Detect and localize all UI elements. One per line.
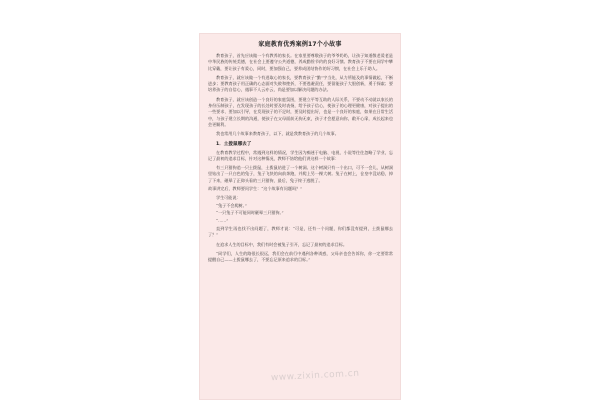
paragraph-1: 教育孩子，首先应该做一个有教养的家长。在家里要尊敬孩子的爷爷奶奶，让孩子知道敬老爱老是中华民族的传统美德，在社会上要遵守公共道德，养成勤俭节约的良好习惯。教育孩子不要在同学中攀比穿戴，要让孩子有爱心，同时，要加强自己，要养成团结协作的好习惯，在社会上乐于助人。 [208, 53, 393, 71]
story-paragraph-8: 直到学生再也找不出问题了，教师才说：“可是，还有一个问题，你们都没有提到，土拨鼠哪去了？” [208, 226, 393, 238]
story-paragraph-7: “……” [216, 218, 229, 224]
document-body [199, 53, 401, 264]
story-paragraph-4: 学生可能说： [216, 194, 241, 200]
story-paragraph-1: 在教育教学过程中，常遇到这样的情况，学生因为痴迷于电脑、电视、小说等往往忽略了学业，忘记了最初的追求目标，针对这种情况，教师不妨给他们讲这样一个故事： [208, 149, 393, 161]
watermark-text: www.zixin.com.cn [270, 368, 360, 384]
paragraph-2: 教育孩子，就应该做一个有进取心的家长，要教育孩子“勤”字当先，从力所能及的事情做起，不断进步；要教育孩子用正确的心态面对失败和挫折，不要逃避责任，要留能孩子大胆创新，勇于探索；要培养孩子的自信心，遇事不人云亦云，尚是要加以解决问题的办法。 [208, 74, 393, 93]
section-heading: 1．土拨鼠哪去了 [216, 141, 252, 147]
story-paragraph-10: “同学们，人生的路很长很远，我们会在前行中遇到各种诱惑，父母亲也会告诉你，你一定要常常提醒自己——土拨鼠哪去了，不要忘记原来追求的目标。” [208, 250, 393, 263]
story-paragraph-3: 故事讲完后，教师要问学生：“这个故事有问题吗？” [208, 185, 303, 191]
story-paragraph-5: “兔子不会爬树。” [216, 202, 247, 208]
story-paragraph-2: 有三只猎狗追一只土拨鼠，土拨鼠钻进了一个树洞。这个树洞只有一个出口，可不一会儿，从树洞里钻出了一只白色的兔子，兔子飞快的向前奔跑，并爬上另一棵大树。兔子在树上，仓皇中没站稳，掉了下来，砸晕了正仰头看的三只猎狗，最后，兔子终于逃脱了。 [208, 165, 393, 183]
paragraph-4: 我也常用几个故事来教育孩子，以下，就是我教育孩子的几个故事。 [216, 131, 339, 137]
document-page [199, 33, 401, 400]
document-title: 家庭教育优秀案例17个小故事 [258, 41, 342, 48]
paragraph-3: 教育孩子，就应该创造一个良好的家庭氛围，要建立平等互助的人际关系，不要动不动就以家长的身份压制孩子，在发现孩子的长处时要及时表扬，给予孩子信心，使孩子的心理更健康，对孩子提出的一些要求、要加以引导，在发现孩子的不足时，要及时提出好，也是一个良好的家庭，如果在日常生活中，与孩子建立长期的沟通，使孩子在父母面前无拘无束，孩子才会愿意向你，敞开心扉，成长起来也会更顺利。 [208, 96, 393, 127]
story-paragraph-9: 在追求人生的目标中，我们有时会被兔子引开，忘记了最初的追求目标。 [216, 241, 347, 247]
story-paragraph-6: “一只兔子不可能同时砸晕三只猎狗。” [216, 210, 284, 216]
